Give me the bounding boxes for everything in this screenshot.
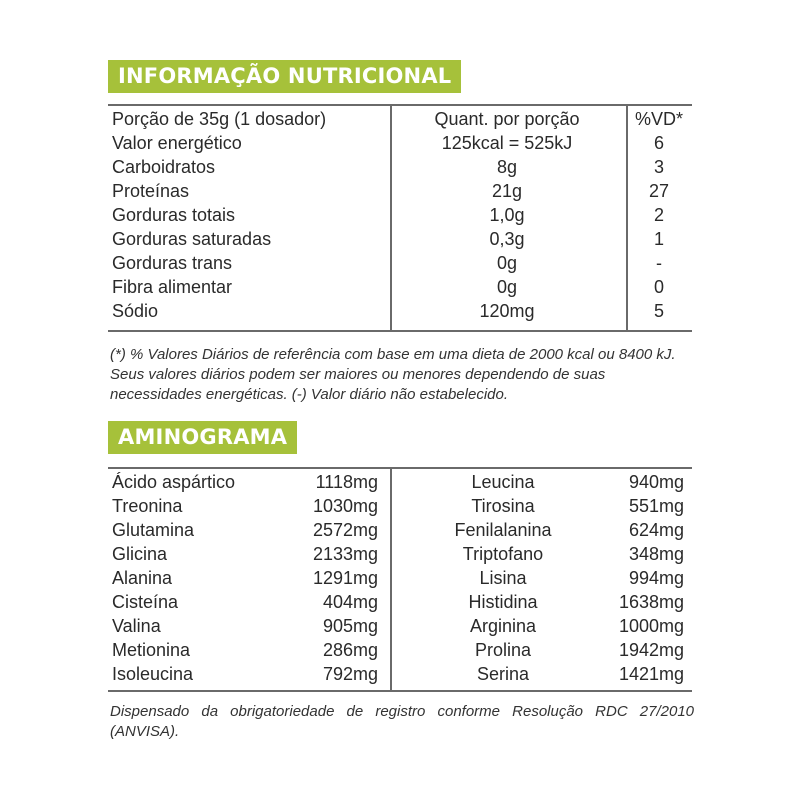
amino-acid-name: Tirosina xyxy=(471,496,535,516)
amino-acid-value: 1638mg xyxy=(618,592,684,612)
amino-acid-value: 2572mg xyxy=(312,520,378,540)
vd-header: %VD* xyxy=(634,109,683,129)
amino-acid-name: Metionina xyxy=(112,640,191,660)
nutrition-row xyxy=(108,131,692,155)
nutrient-vd: 0 xyxy=(653,277,664,297)
amino-acid-name: Ácido aspártico xyxy=(112,472,236,492)
nutrient-vd: 2 xyxy=(653,205,664,225)
portion-label: Porção de 35g (1 dosador) xyxy=(112,109,327,129)
aminogram-top-rule xyxy=(108,467,692,469)
nutrient-name: Gorduras saturadas xyxy=(112,229,272,249)
nutrition-row xyxy=(108,203,692,227)
amino-acid-value: 940mg xyxy=(628,472,684,492)
nutrition-row xyxy=(108,275,692,299)
aminogram-row xyxy=(108,518,692,542)
nutrient-name: Gorduras trans xyxy=(112,253,233,273)
aminogram-bottom-rule xyxy=(108,690,692,692)
amino-acid-value: 348mg xyxy=(628,544,684,564)
nutrient-quantity: 21g xyxy=(491,181,523,201)
nutrient-quantity: 0,3g xyxy=(489,229,525,249)
nutrient-quantity: 0g xyxy=(496,253,518,273)
aminogram-row xyxy=(108,566,692,590)
amino-acid-name: Alanina xyxy=(112,568,173,588)
amino-acid-name: Serina xyxy=(476,664,530,684)
amino-acid-name: Isoleucina xyxy=(112,664,194,684)
nutrition-heading: INFORMAÇÃO NUTRICIONAL xyxy=(108,60,461,93)
amino-acid-value: 1421mg xyxy=(618,664,684,684)
amino-acid-name: Valina xyxy=(112,616,161,636)
amino-acid-value: 1118mg xyxy=(315,472,378,492)
amino-acid-name: Lisina xyxy=(479,568,527,588)
nutrient-name: Valor energético xyxy=(112,133,242,153)
amino-acid-value: 792mg xyxy=(322,664,378,684)
nutrient-quantity: 8g xyxy=(496,157,518,177)
amino-acid-name: Glicina xyxy=(112,544,168,564)
amino-acid-name: Cisteína xyxy=(112,592,179,612)
amino-acid-value: 624mg xyxy=(628,520,684,540)
quantity-header: Quant. por porção xyxy=(434,109,580,129)
amino-acid-name: Arginina xyxy=(469,616,537,636)
amino-acid-value: 2133mg xyxy=(312,544,378,564)
aminogram-row xyxy=(108,494,692,518)
nutrient-name: Proteínas xyxy=(112,181,190,201)
amino-acid-value: 905mg xyxy=(322,616,378,636)
nutrient-name: Fibra alimentar xyxy=(112,277,233,297)
aminogram-row xyxy=(108,662,692,686)
aminogram-row xyxy=(108,614,692,638)
amino-acid-value: 1030mg xyxy=(312,496,378,516)
amino-acid-name: Fenilalanina xyxy=(454,520,552,540)
aminogram-row xyxy=(108,470,692,494)
nutrient-name: Carboidratos xyxy=(112,157,216,177)
aminogram-table xyxy=(108,470,692,686)
nutrient-name: Sódio xyxy=(112,301,159,321)
nutrition-row xyxy=(108,299,692,323)
nutrient-vd: 5 xyxy=(653,301,664,321)
nutrient-vd: 1 xyxy=(653,229,664,249)
aminogram-heading: AMINOGRAMA xyxy=(108,421,297,454)
nutrient-quantity: 120mg xyxy=(479,301,535,321)
nutrition-row xyxy=(108,179,692,203)
amino-acid-value: 1942mg xyxy=(618,640,684,660)
nutrition-row xyxy=(108,227,692,251)
amino-acid-value: 286mg xyxy=(322,640,378,660)
nutrient-vd: 6 xyxy=(653,133,664,153)
nutrient-quantity: 0g xyxy=(496,277,518,297)
amino-acid-value: 551mg xyxy=(628,496,684,516)
nutrition-top-rule xyxy=(108,104,692,106)
nutrition-header-row xyxy=(108,107,692,131)
amino-acid-value: 994mg xyxy=(628,568,684,588)
nutrition-table xyxy=(108,107,692,323)
nutrition-row xyxy=(108,155,692,179)
nutrient-quantity: 125kcal = 525kJ xyxy=(441,133,573,153)
nutrition-footnote: (*) % Valores Diários de referência com base em uma dieta de 2000 kcal ou 8400 kJ. Seus valores diários podem ser maiores ou menores dependendo de suas necessidades energéticas. (-) Valor diário não estabelecido. xyxy=(110,346,676,403)
aminogram-row xyxy=(108,638,692,662)
nutrient-name: Gorduras totais xyxy=(112,205,236,225)
nutrient-vd: - xyxy=(656,253,662,273)
aminogram-row xyxy=(108,590,692,614)
amino-acid-value: 404mg xyxy=(322,592,378,612)
nutrient-quantity: 1,0g xyxy=(489,205,525,225)
amino-acid-name: Treonina xyxy=(112,496,183,516)
amino-acid-name: Leucina xyxy=(471,472,535,492)
amino-acid-value: 1000mg xyxy=(618,616,684,636)
amino-acid-value: 1291mg xyxy=(312,568,378,588)
nutrient-vd: 27 xyxy=(648,181,670,201)
nutrition-bottom-rule xyxy=(108,330,692,332)
aminogram-row xyxy=(108,542,692,566)
aminogram-footnote: Dispensado da obrigatoriedade de registro conforme Resolução RDC 27/2010 (ANVISA). xyxy=(110,703,694,740)
amino-acid-name: Glutamina xyxy=(112,520,195,540)
amino-acid-name: Triptofano xyxy=(462,544,544,564)
nutrient-vd: 3 xyxy=(653,157,664,177)
amino-acid-name: Histidina xyxy=(468,592,538,612)
amino-acid-name: Prolina xyxy=(474,640,532,660)
nutrition-row xyxy=(108,251,692,275)
